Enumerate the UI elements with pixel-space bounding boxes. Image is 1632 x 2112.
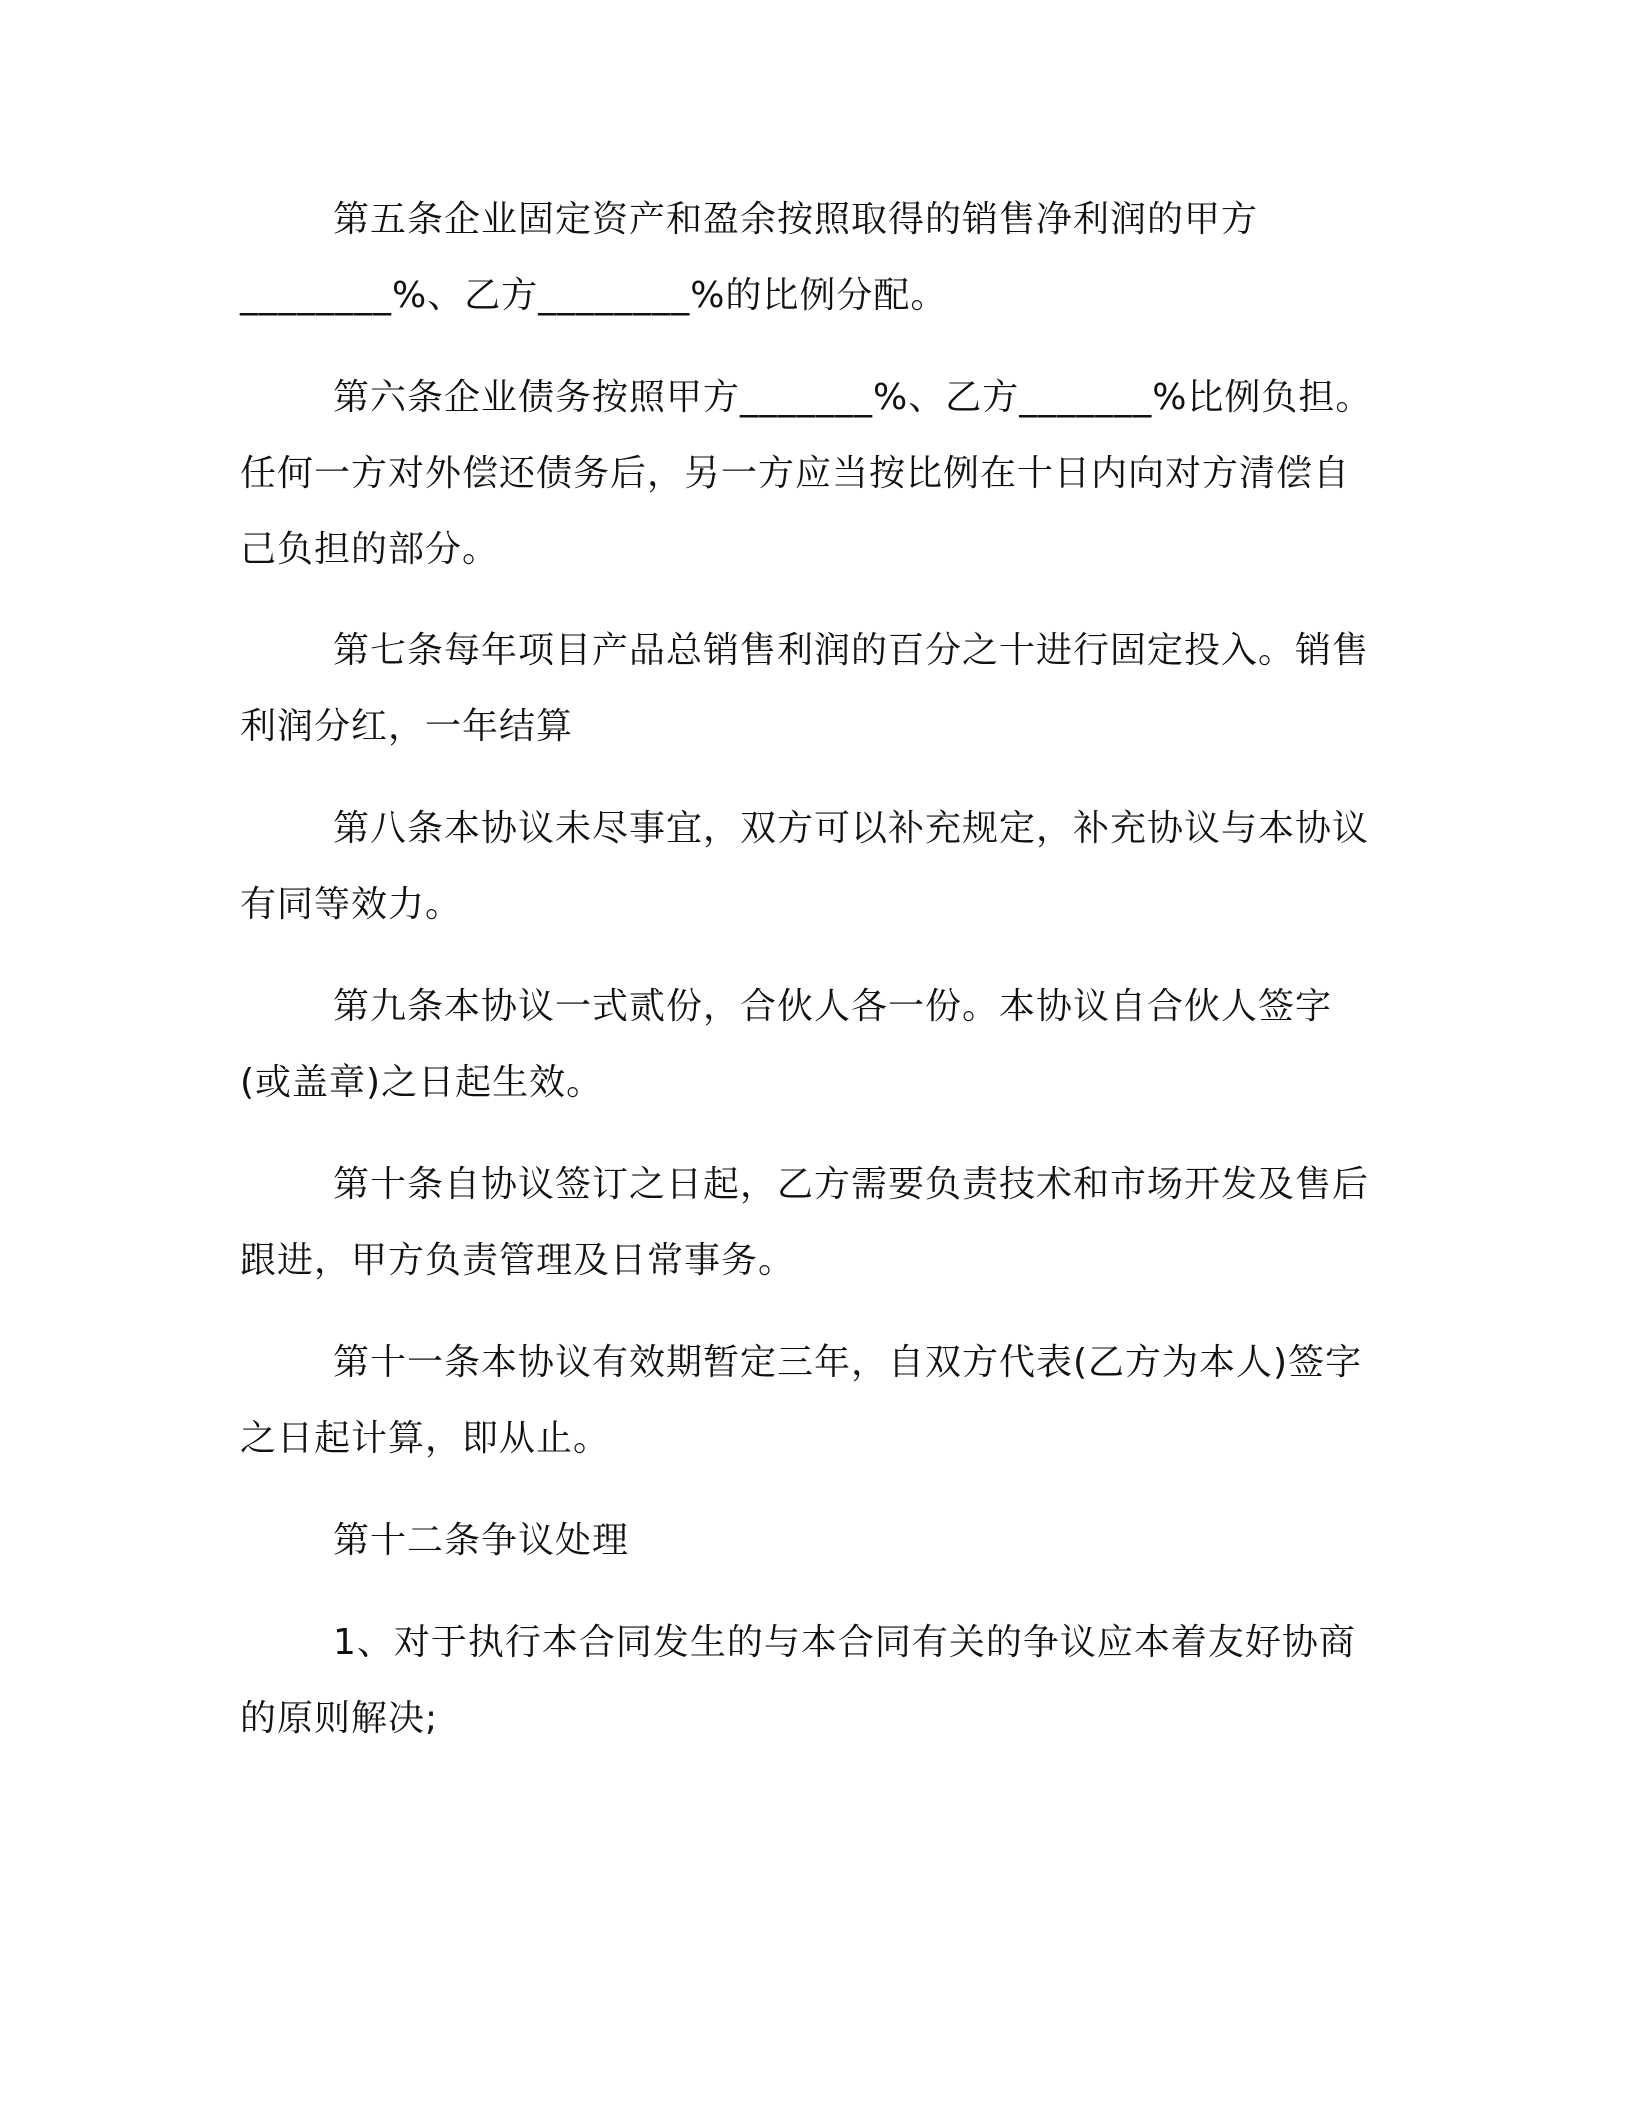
article-6-line-1: 第六条企业债务按照甲方_______%、乙方_______%比例负担。 bbox=[333, 377, 1373, 418]
article-10-line-1: 第十条自协议签订之日起，乙方需要负责技术和市场开发及售后 bbox=[333, 1164, 1370, 1205]
clause-1-line-2: 的原则解决; bbox=[240, 1698, 439, 1739]
article-9-line-2: (或盖章)之日起生效。 bbox=[240, 1062, 604, 1103]
article-5-line-1: 第五条企业固定资产和盈余按照取得的销售净利润的甲方 bbox=[333, 199, 1259, 240]
article-8-line-2: 有同等效力。 bbox=[240, 884, 463, 925]
article-11-line-1: 第十一条本协议有效期暂定三年，自双方代表(乙方为本人)签字 bbox=[333, 1342, 1363, 1383]
article-8-line-1: 第八条本协议未尽事宜，双方可以补充规定，补充协议与本协议 bbox=[333, 808, 1370, 849]
article-7-line-1: 第七条每年项目产品总销售利润的百分之十进行固定投入。销售 bbox=[333, 630, 1370, 671]
article-9-line-1: 第九条本协议一式贰份，合伙人各一份。本协议自合伙人签字 bbox=[333, 986, 1333, 1027]
article-5-line-2: ________%、乙方________%的比例分配。 bbox=[240, 275, 948, 316]
article-6-line-2: 任何一方对外偿还债务后，另一方应当按比例在十日内向对方清偿自 bbox=[240, 453, 1351, 494]
article-7-line-2: 利润分红，一年结算 bbox=[240, 706, 574, 747]
article-6-line-3: 己负担的部分。 bbox=[240, 529, 500, 570]
article-12-heading: 第十二条争议处理 bbox=[333, 1520, 630, 1561]
article-10-line-2: 跟进，甲方负责管理及日常事务。 bbox=[240, 1240, 796, 1281]
article-11-line-2: 之日起计算，即从止。 bbox=[240, 1418, 611, 1459]
clause-1-line-1: 1、对于执行本合同发生的与本合同有关的争议应本着友好协商 bbox=[333, 1622, 1356, 1663]
